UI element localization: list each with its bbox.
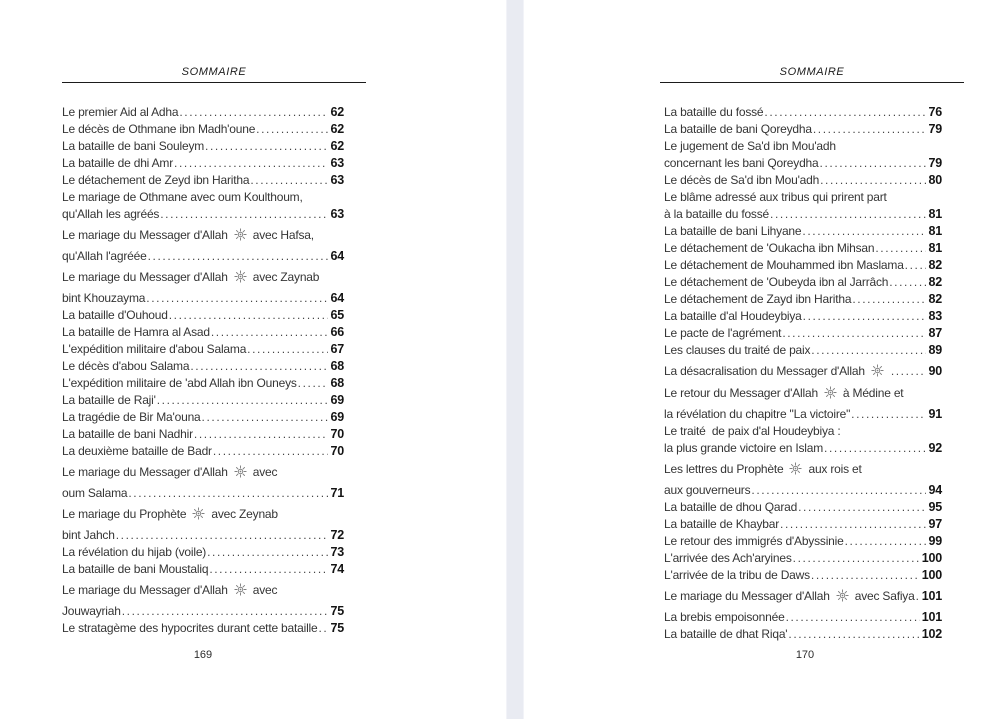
toc-entry-title: Le blâme adressé aux tribus qui prirent part (664, 190, 887, 204)
toc-page-number: 101 (921, 610, 942, 624)
toc-entry (664, 423, 942, 440)
toc-page-number: 76 (928, 105, 942, 119)
dot-leader (793, 550, 920, 567)
sallallahu-alayhi-wa-sallam-icon (870, 364, 885, 377)
dot-leader (802, 223, 926, 240)
dot-leader (247, 341, 328, 358)
toc-entry-title: à la bataille du fossé (664, 207, 770, 221)
dot-leader (788, 626, 919, 643)
toc-entry (664, 206, 942, 223)
toc-entry-title: La bataille de bani Nadhir (62, 427, 193, 441)
toc-entry (664, 567, 942, 584)
dot-leader (211, 324, 329, 341)
toc-page-number: 81 (928, 241, 942, 255)
toc-page-number: 75 (330, 604, 344, 618)
toc-entry (664, 257, 942, 274)
sallallahu-alayhi-wa-sallam-icon (191, 507, 206, 520)
toc-page-number: 63 (330, 173, 344, 187)
toc-entry-title-cont: avec Safiya (854, 589, 915, 603)
dot-leader (811, 342, 926, 359)
sallallahu-alayhi-wa-sallam-icon (788, 462, 803, 475)
toc-entry-title: oum Salama (62, 486, 128, 500)
toc-entry-title-cont: avec Hafsa, (252, 228, 314, 242)
toc-entry (664, 482, 942, 499)
toc-entry-title: La bataille d'Ouhoud (62, 308, 168, 322)
toc-entry (664, 362, 942, 379)
dot-leader (160, 206, 328, 223)
toc-entry-title: Le mariage du Messager d'Allah (62, 228, 228, 242)
toc-entry (664, 626, 942, 643)
toc-page-number: 80 (928, 173, 942, 187)
toc-entry-title-cont: avec Zaynab (252, 270, 320, 284)
toc-page-number: 100 (921, 551, 942, 565)
toc-page-number: 70 (330, 444, 344, 458)
toc-entry-title: La bataille de Khaybar (664, 517, 780, 531)
toc-entry-title: Le décès de Othmane ibn Madh'oune (62, 122, 256, 136)
toc-page-number: 73 (330, 545, 344, 559)
dot-leader (764, 104, 926, 121)
toc-entry (62, 341, 344, 358)
dot-leader (179, 104, 328, 121)
toc-entry (664, 440, 942, 457)
toc-entry-title: Le premier Aid al Adha (62, 105, 179, 119)
toc-entry-title: La deuxième bataille de Badr (62, 444, 212, 458)
dot-leader (190, 358, 328, 375)
dot-leader (845, 533, 927, 550)
toc-entry (62, 189, 344, 206)
toc-page-number: 83 (928, 309, 942, 323)
toc-entry (62, 155, 344, 172)
toc-entry (62, 426, 344, 443)
toc-page-number: 79 (928, 156, 942, 170)
dot-leader (174, 155, 328, 172)
toc-entry (62, 544, 344, 561)
toc-page-number: 94 (928, 483, 942, 497)
toc-entry (62, 409, 344, 426)
toc-entry-title: Le mariage du Messager d'Allah (664, 589, 830, 603)
dot-leader (875, 240, 926, 257)
toc-entry-title: La bataille de bani Lihyane (664, 224, 802, 238)
page-number-footer: 169 (193, 649, 213, 661)
dot-leader (820, 155, 927, 172)
toc-entry (664, 499, 942, 516)
toc-page-number: 64 (330, 291, 344, 305)
toc-entry-title: La bataille de dhou Qarad (664, 500, 798, 514)
toc-entry-title: Le retour des immigrés d'Abyssinie (664, 534, 844, 548)
dot-leader (319, 620, 329, 637)
toc-entry (62, 527, 344, 544)
toc-entry-title: Le stratagème des hypocrites durant cette bataille (62, 621, 318, 635)
dot-leader (786, 609, 920, 626)
dot-leader (122, 603, 329, 620)
toc-entry-title: La bataille de Hamra al Asad (62, 325, 210, 339)
toc-entry (62, 206, 344, 223)
dot-leader (128, 485, 328, 502)
toc-entry-title: concernant les bani Qoreydha (664, 156, 819, 170)
toc-page-number: 87 (928, 326, 942, 340)
toc-page-number: 97 (928, 517, 942, 531)
toc-entry (664, 406, 942, 423)
dot-leader (889, 274, 926, 291)
page-header-title: SOMMAIRE (62, 66, 366, 83)
toc-entry-title: La bataille de dhat Riqa' (664, 627, 788, 641)
toc-entry (62, 172, 344, 189)
dot-leader (157, 392, 329, 409)
toc-entry (62, 104, 344, 121)
toc-page-number: 67 (330, 342, 344, 356)
dot-leader (116, 527, 329, 544)
sallallahu-alayhi-wa-sallam-icon (233, 270, 248, 283)
toc-entry (62, 121, 344, 138)
toc-entry (62, 561, 344, 578)
dot-leader (803, 308, 927, 325)
toc-entry-title: aux gouverneurs (664, 483, 751, 497)
toc-page-number: 101 (921, 589, 942, 603)
toc-entry (664, 308, 942, 325)
dot-leader (207, 544, 328, 561)
toc-entry-title: qu'Allah l'agréée (62, 249, 147, 263)
toc-entry-title: Le pacte de l'agrément (664, 326, 782, 340)
toc-entry (664, 291, 942, 308)
toc-entry-title: Le détachement de Zayd ibn Haritha (664, 292, 852, 306)
toc-entry (664, 587, 942, 604)
sallallahu-alayhi-wa-sallam-icon (233, 228, 248, 241)
toc-entry (62, 138, 344, 155)
toc-entry-title: la révélation du chapitre "La victoire" (664, 407, 851, 421)
toc-entry-title: Le détachement de Mouhammed ibn Maslama (664, 258, 904, 272)
toc-entry (664, 138, 942, 155)
sallallahu-alayhi-wa-sallam-icon (233, 465, 248, 478)
toc-page-number: 72 (330, 528, 344, 542)
toc-entry-title: Le mariage du Messager d'Allah (62, 270, 228, 284)
toc-entry-title: La tragédie de Bir Ma'ouna (62, 410, 201, 424)
sallallahu-alayhi-wa-sallam-icon (823, 386, 838, 399)
toc-entry (664, 189, 942, 206)
toc-page-number: 81 (928, 207, 942, 221)
dot-leader (782, 325, 926, 342)
toc-entry-title: Le mariage de Othmane avec oum Koulthoum, (62, 190, 303, 204)
toc-page-number: 68 (330, 376, 344, 390)
toc-entry-title: La bataille d'al Houdeybiya (664, 309, 802, 323)
toc-entry-title: Le décès de Sa'd ibn Mou'adh (664, 173, 820, 187)
toc-entries-right (660, 104, 942, 643)
dot-leader (298, 375, 329, 392)
toc-page-number: 82 (928, 258, 942, 272)
toc-entry (664, 550, 942, 567)
toc-entry-title: Le mariage du Prophète (62, 507, 187, 521)
toc-entry-title: L'arrivée de la tribu de Daws (664, 568, 810, 582)
toc-entry-title: L'expédition militaire d'abou Salama (62, 342, 247, 356)
dot-leader (770, 206, 926, 223)
toc-page-number: 100 (921, 568, 942, 582)
toc-entry-title: La bataille de bani Qoreydha (664, 122, 812, 136)
dot-leader (209, 561, 328, 578)
page-gutter (506, 0, 524, 719)
dot-leader (824, 440, 926, 457)
dot-leader (256, 121, 328, 138)
toc-page-number: 99 (928, 534, 942, 548)
toc-entry (62, 443, 344, 460)
toc-entry (664, 384, 942, 401)
dot-leader (194, 426, 329, 443)
toc-page-number: 82 (928, 292, 942, 306)
dot-leader (916, 588, 920, 605)
dot-leader (780, 516, 926, 533)
toc-page-number: 69 (330, 393, 344, 407)
toc-entry-title-cont: avec (252, 465, 278, 479)
toc-entry-title: Le détachement de Zeyd ibn Haritha (62, 173, 250, 187)
toc-page-number: 62 (330, 122, 344, 136)
toc-entry-title-cont: à Médine et (842, 386, 904, 400)
toc-entry-title: Le traité de paix d'al Houdeybiya : (664, 424, 841, 438)
dot-leader (851, 406, 926, 423)
page-170 (660, 0, 964, 719)
toc-entry-title: La bataille de Raji' (62, 393, 156, 407)
toc-entry (62, 620, 344, 637)
page-number-footer: 170 (795, 649, 815, 661)
toc-page-number: 62 (330, 139, 344, 153)
toc-page-number: 68 (330, 359, 344, 373)
toc-page-number: 75 (330, 621, 344, 635)
dot-leader (205, 138, 328, 155)
toc-entry (62, 603, 344, 620)
dot-leader (820, 172, 926, 189)
dot-leader (811, 567, 920, 584)
toc-entry-title: La bataille du fossé (664, 105, 764, 119)
toc-entry-title: Le mariage du Messager d'Allah (62, 465, 228, 479)
toc-entry (62, 324, 344, 341)
dot-leader (169, 307, 329, 324)
dot-leader (798, 499, 926, 516)
toc-entry-title: L'expédition militaire de 'abd Allah ibn Ouneys (62, 376, 297, 390)
toc-entry (664, 240, 942, 257)
toc-entry-title: Le mariage du Messager d'Allah (62, 583, 228, 597)
toc-entry-title: bint Jahch (62, 528, 115, 542)
toc-entry-title: La bataille de dhi Amr (62, 156, 174, 170)
toc-entry (62, 358, 344, 375)
toc-page-number: 70 (330, 427, 344, 441)
toc-entry (664, 325, 942, 342)
toc-entry (664, 342, 942, 359)
dot-leader (213, 443, 329, 460)
toc-entry-title: Les clauses du traité de paix (664, 343, 811, 357)
toc-entry (62, 226, 344, 243)
toc-entry-title: qu'Allah les agréés (62, 207, 160, 221)
toc-page-number: 66 (330, 325, 344, 339)
dot-leader (813, 121, 927, 138)
toc-entry (62, 392, 344, 409)
toc-entry (664, 274, 942, 291)
dot-leader (250, 172, 328, 189)
toc-page-number: 91 (928, 407, 942, 421)
toc-entry (62, 485, 344, 502)
toc-entry-title: La bataille de bani Souleym (62, 139, 205, 153)
toc-page-number: 102 (921, 627, 942, 641)
toc-entry (664, 223, 942, 240)
toc-page-number: 82 (928, 275, 942, 289)
dot-leader (148, 248, 329, 265)
toc-entry-title-cont: aux rois et (808, 462, 862, 476)
dot-leader (751, 482, 926, 499)
toc-entry (664, 104, 942, 121)
toc-entry-title: Le retour du Messager d'Allah (664, 386, 818, 400)
toc-page-number: 69 (330, 410, 344, 424)
toc-page-number: 95 (928, 500, 942, 514)
toc-page-number: 89 (928, 343, 942, 357)
toc-entry-title: L'arrivée des Ach'aryines (664, 551, 792, 565)
toc-entry-title: Le détachement de 'Oubeyda ibn al Jarrâch (664, 275, 889, 289)
toc-entry-title: Le détachement de 'Oukacha ibn Mihsan (664, 241, 875, 255)
toc-entry (664, 155, 942, 172)
toc-page-number: 79 (928, 122, 942, 136)
toc-entry-title: La révélation du hijab (voile) (62, 545, 207, 559)
toc-page-number: 64 (330, 249, 344, 263)
toc-entry (664, 533, 942, 550)
toc-entry (62, 268, 344, 285)
toc-page-number: 74 (330, 562, 344, 576)
page-header-title: SOMMAIRE (660, 66, 964, 83)
toc-entry (62, 290, 344, 307)
toc-entry-title-cont: avec Zeynab (211, 507, 278, 521)
toc-page-number: 90 (928, 364, 942, 378)
dot-leader (905, 257, 927, 274)
sallallahu-alayhi-wa-sallam-icon (835, 589, 850, 602)
toc-entry-title: Le jugement de Sa'd ibn Mou'adh (664, 139, 836, 153)
toc-page-number: 63 (330, 207, 344, 221)
toc-entry-title-cont: avec (252, 583, 278, 597)
dot-leader (891, 363, 927, 380)
toc-entry (664, 516, 942, 533)
toc-entry (62, 505, 344, 522)
dot-leader (146, 290, 328, 307)
toc-entry (62, 581, 344, 598)
toc-entry-title: la plus grande victoire en Islam (664, 441, 824, 455)
toc-page-number: 81 (928, 224, 942, 238)
toc-page-number: 62 (330, 105, 344, 119)
toc-entry (62, 375, 344, 392)
toc-entry (62, 307, 344, 324)
toc-entry-title: Les lettres du Prophète (664, 462, 784, 476)
toc-page-number: 71 (330, 486, 344, 500)
toc-page-number: 92 (928, 441, 942, 455)
toc-page-number: 63 (330, 156, 344, 170)
toc-entries-left (62, 104, 344, 637)
toc-entry (62, 463, 344, 480)
toc-entry (664, 460, 942, 477)
dot-leader (852, 291, 926, 308)
toc-entry-title: La désacralisation du Messager d'Allah (664, 364, 865, 378)
page-169 (62, 0, 366, 719)
toc-entry-title: Le décès d'abou Salama (62, 359, 190, 373)
toc-entry (664, 609, 942, 626)
toc-entry-title: La brebis empoisonnée (664, 610, 785, 624)
dot-leader (202, 409, 329, 426)
toc-entry-title: La bataille de bani Moustaliq (62, 562, 209, 576)
toc-entry (62, 248, 344, 265)
toc-entry (664, 121, 942, 138)
toc-entry-title: Jouwayriah (62, 604, 121, 618)
toc-entry (664, 172, 942, 189)
sallallahu-alayhi-wa-sallam-icon (233, 583, 248, 596)
toc-page-number: 65 (330, 308, 344, 322)
toc-entry-title: bint Khouzayma (62, 291, 146, 305)
